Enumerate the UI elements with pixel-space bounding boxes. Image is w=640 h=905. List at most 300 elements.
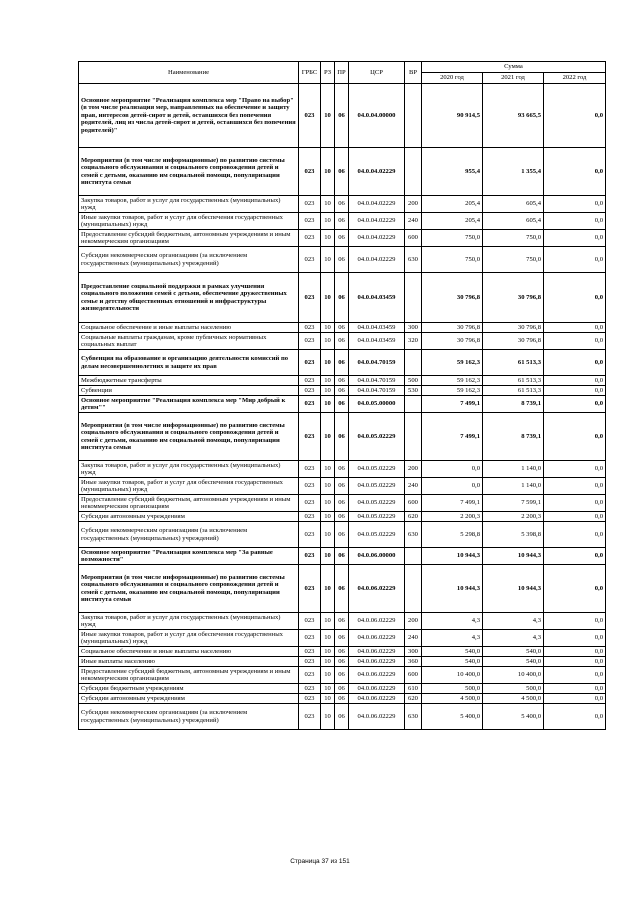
cell-name: Предоставление социальной поддержки в рамках улучшения социального положения семей с детьми, обеспечение дружественных семье и детству общественных отношений и инфраструктуры жизнедеятельности	[79, 273, 299, 323]
cell-name: Закупка товаров, работ и услуг для государственных (муниципальных) нужд	[79, 613, 299, 630]
cell-pr: 06	[335, 495, 349, 512]
cell-2021: 1 140,0	[483, 478, 544, 495]
cell-pr: 06	[335, 548, 349, 565]
table-header	[79, 62, 606, 84]
cell-pr: 06	[335, 323, 349, 333]
cell-2022: 0,0	[544, 213, 606, 230]
cell-rz: 10	[321, 386, 335, 396]
cell-2022: 0,0	[544, 396, 606, 413]
cell-csr: 04.0.06.02229	[349, 704, 405, 730]
cell-vr: 200	[405, 461, 422, 478]
cell-vr	[405, 148, 422, 196]
cell-csr: 04.0.04.70159	[349, 350, 405, 376]
cell-name: Закупка товаров, работ и услуг для государственных (муниципальных) нужд	[79, 461, 299, 478]
cell-2022: 0,0	[544, 323, 606, 333]
cell-2020: 7 499,1	[422, 495, 483, 512]
cell-csr: 04.0.06.02229	[349, 694, 405, 704]
cell-vr	[405, 565, 422, 613]
cell-pr: 06	[335, 213, 349, 230]
cell-2020: 205,4	[422, 213, 483, 230]
cell-2021: 10 944,3	[483, 565, 544, 613]
cell-grbs: 023	[299, 613, 321, 630]
cell-name: Иные закупки товаров, работ и услуг для обеспечения государственных (муниципальных) нужд	[79, 213, 299, 230]
cell-2020: 750,0	[422, 247, 483, 273]
cell-csr: 04.0.06.02229	[349, 657, 405, 667]
cell-name: Основное мероприятие "Реализация комплекса мер "Право на выбор" (в том числе реализация мер, направленных на обеспечение и защиту прав, интересов детей-сирот и детей, оставшихся без попечения родителей, лиц из числа детей-сирот и детей, оставшихся без попечения родителей)"	[79, 84, 299, 148]
cell-grbs: 023	[299, 522, 321, 548]
cell-2022: 0,0	[544, 196, 606, 213]
cell-2022: 0,0	[544, 333, 606, 350]
cell-vr	[405, 350, 422, 376]
cell-2022: 0,0	[544, 667, 606, 684]
cell-2022: 0,0	[544, 495, 606, 512]
table-row	[79, 657, 606, 667]
table-row	[79, 333, 606, 350]
cell-2021: 8 739,1	[483, 396, 544, 413]
cell-pr: 06	[335, 478, 349, 495]
cell-2020: 0,0	[422, 461, 483, 478]
cell-name: Субсидии некоммерческим организациям (за исключением государственных (муниципальных) учреждений)	[79, 247, 299, 273]
table-row	[79, 684, 606, 694]
cell-csr: 04.0.04.70159	[349, 376, 405, 386]
cell-rz: 10	[321, 694, 335, 704]
cell-vr: 200	[405, 196, 422, 213]
cell-name: Социальные выплаты гражданам, кроме публичных нормативных социальных выплат	[79, 333, 299, 350]
cell-grbs: 023	[299, 230, 321, 247]
table-row	[79, 386, 606, 396]
cell-rz: 10	[321, 512, 335, 522]
cell-csr: 04.0.04.03459	[349, 273, 405, 323]
table-row	[79, 230, 606, 247]
cell-vr: 600	[405, 495, 422, 512]
cell-csr: 04.0.06.02229	[349, 647, 405, 657]
cell-csr: 04.0.04.02229	[349, 247, 405, 273]
cell-csr: 04.0.06.00000	[349, 548, 405, 565]
cell-csr: 04.0.04.02229	[349, 148, 405, 196]
cell-csr: 04.0.05.02229	[349, 512, 405, 522]
cell-2020: 30 796,8	[422, 333, 483, 350]
cell-vr: 610	[405, 684, 422, 694]
cell-2022: 0,0	[544, 350, 606, 376]
cell-rz: 10	[321, 657, 335, 667]
cell-2021: 61 513,3	[483, 350, 544, 376]
cell-vr: 240	[405, 213, 422, 230]
cell-2022: 0,0	[544, 376, 606, 386]
cell-grbs: 023	[299, 84, 321, 148]
cell-2020: 540,0	[422, 647, 483, 657]
cell-2022: 0,0	[544, 478, 606, 495]
cell-2020: 0,0	[422, 478, 483, 495]
cell-2020: 59 162,3	[422, 350, 483, 376]
table-row	[79, 694, 606, 704]
cell-pr: 06	[335, 461, 349, 478]
cell-2022: 0,0	[544, 148, 606, 196]
table-row	[79, 522, 606, 548]
header-name: Наименование	[79, 62, 299, 84]
cell-2020: 5 298,8	[422, 522, 483, 548]
cell-rz: 10	[321, 522, 335, 548]
cell-vr: 620	[405, 512, 422, 522]
cell-name: Субвенции	[79, 386, 299, 396]
cell-rz: 10	[321, 461, 335, 478]
cell-name: Предоставление субсидий бюджетным, автономным учреждениям и иным некоммерческим организациям	[79, 230, 299, 247]
cell-pr: 06	[335, 376, 349, 386]
cell-grbs: 023	[299, 667, 321, 684]
cell-csr: 04.0.06.02229	[349, 630, 405, 647]
cell-csr: 04.0.04.03459	[349, 323, 405, 333]
cell-2020: 4,3	[422, 613, 483, 630]
table-row	[79, 376, 606, 386]
cell-csr: 04.0.05.02229	[349, 495, 405, 512]
cell-rz: 10	[321, 630, 335, 647]
cell-2020: 750,0	[422, 230, 483, 247]
table-row	[79, 148, 606, 196]
cell-2022: 0,0	[544, 230, 606, 247]
cell-grbs: 023	[299, 647, 321, 657]
cell-2022: 0,0	[544, 522, 606, 548]
cell-vr: 300	[405, 647, 422, 657]
cell-pr: 06	[335, 148, 349, 196]
cell-2020: 10 944,3	[422, 548, 483, 565]
cell-name: Основное мероприятие "Реализация комплекса мер "Мир добрый к детям""	[79, 396, 299, 413]
cell-rz: 10	[321, 376, 335, 386]
budget-table	[78, 61, 606, 730]
cell-pr: 06	[335, 657, 349, 667]
cell-grbs: 023	[299, 273, 321, 323]
table-row	[79, 213, 606, 230]
table-row	[79, 273, 606, 323]
cell-2021: 7 599,1	[483, 495, 544, 512]
cell-2021: 605,4	[483, 196, 544, 213]
cell-grbs: 023	[299, 213, 321, 230]
table-row	[79, 512, 606, 522]
cell-vr: 320	[405, 333, 422, 350]
cell-2020: 90 914,5	[422, 84, 483, 148]
cell-2021: 93 665,5	[483, 84, 544, 148]
cell-2020: 59 162,3	[422, 386, 483, 396]
cell-rz: 10	[321, 684, 335, 694]
cell-csr: 04.0.05.02229	[349, 461, 405, 478]
cell-name: Субсидии некоммерческим организациям (за исключением государственных (муниципальных) учреждений)	[79, 522, 299, 548]
cell-vr	[405, 273, 422, 323]
cell-name: Субсидии бюджетным учреждениям	[79, 684, 299, 694]
cell-vr: 240	[405, 630, 422, 647]
cell-2021: 10 944,3	[483, 548, 544, 565]
cell-vr: 630	[405, 247, 422, 273]
cell-pr: 06	[335, 630, 349, 647]
cell-rz: 10	[321, 350, 335, 376]
cell-2021: 750,0	[483, 230, 544, 247]
cell-2021: 8 739,1	[483, 413, 544, 461]
cell-csr: 04.0.05.02229	[349, 413, 405, 461]
table-row	[79, 565, 606, 613]
cell-grbs: 023	[299, 386, 321, 396]
cell-vr: 360	[405, 657, 422, 667]
cell-csr: 04.0.04.02229	[349, 196, 405, 213]
cell-2022: 0,0	[544, 657, 606, 667]
cell-rz: 10	[321, 565, 335, 613]
cell-pr: 06	[335, 230, 349, 247]
header-rz: РЗ	[321, 62, 335, 84]
cell-2021: 5 398,8	[483, 522, 544, 548]
cell-csr: 04.0.04.70159	[349, 386, 405, 396]
cell-rz: 10	[321, 148, 335, 196]
cell-2020: 4 500,0	[422, 694, 483, 704]
cell-name: Основное мероприятие "Реализация комплекса мер "За равные возможности"	[79, 548, 299, 565]
table-row	[79, 613, 606, 630]
cell-name: Предоставление субсидий бюджетным, автономным учреждениям и иным некоммерческим организациям	[79, 667, 299, 684]
header-2021: 2021 год	[483, 73, 544, 84]
cell-2020: 540,0	[422, 657, 483, 667]
cell-2022: 0,0	[544, 613, 606, 630]
table-row	[79, 196, 606, 213]
cell-2022: 0,0	[544, 512, 606, 522]
cell-rz: 10	[321, 478, 335, 495]
cell-pr: 06	[335, 350, 349, 376]
cell-2020: 10 400,0	[422, 667, 483, 684]
header-2022: 2022 год	[544, 73, 606, 84]
cell-name: Мероприятия (в том числе информационные) по развитию системы социального обслуживания и социального сопровождения детей и семей с детьми, оказанию им социальной помощи, популяризации института семьи	[79, 413, 299, 461]
cell-pr: 06	[335, 396, 349, 413]
cell-name: Субсидии некоммерческим организациям (за исключением государственных (муниципальных) учреждений)	[79, 704, 299, 730]
cell-grbs: 023	[299, 323, 321, 333]
cell-name: Иные закупки товаров, работ и услуг для обеспечения государственных (муниципальных) нужд	[79, 478, 299, 495]
cell-vr: 630	[405, 522, 422, 548]
table-row	[79, 548, 606, 565]
cell-pr: 06	[335, 84, 349, 148]
cell-name: Иные закупки товаров, работ и услуг для обеспечения государственных (муниципальных) нужд	[79, 630, 299, 647]
cell-pr: 06	[335, 512, 349, 522]
cell-grbs: 023	[299, 704, 321, 730]
cell-csr: 04.0.06.02229	[349, 613, 405, 630]
cell-rz: 10	[321, 247, 335, 273]
cell-2022: 0,0	[544, 247, 606, 273]
table-row	[79, 647, 606, 657]
cell-vr: 600	[405, 667, 422, 684]
cell-pr: 06	[335, 247, 349, 273]
header-sum: Сумма	[422, 62, 606, 73]
table-row	[79, 323, 606, 333]
cell-2021: 750,0	[483, 247, 544, 273]
cell-2021: 1 355,4	[483, 148, 544, 196]
cell-2022: 0,0	[544, 647, 606, 657]
header-vr: ВР	[405, 62, 422, 84]
cell-2020: 2 200,3	[422, 512, 483, 522]
cell-rz: 10	[321, 704, 335, 730]
cell-name: Субвенция на образование и организацию деятельности комиссий по делам несовершеннолетних и защите их прав	[79, 350, 299, 376]
cell-vr: 620	[405, 694, 422, 704]
cell-vr: 240	[405, 478, 422, 495]
page-number: Страница 37 из 151	[290, 858, 350, 865]
cell-csr: 04.0.06.02229	[349, 667, 405, 684]
cell-grbs: 023	[299, 196, 321, 213]
cell-rz: 10	[321, 667, 335, 684]
cell-2021: 1 140,0	[483, 461, 544, 478]
cell-name: Межбюджетные трансферты	[79, 376, 299, 386]
cell-rz: 10	[321, 84, 335, 148]
table-row	[79, 84, 606, 148]
cell-2022: 0,0	[544, 548, 606, 565]
table-row	[79, 667, 606, 684]
cell-grbs: 023	[299, 657, 321, 667]
cell-grbs: 023	[299, 376, 321, 386]
cell-pr: 06	[335, 613, 349, 630]
cell-name: Предоставление субсидий бюджетным, автономным учреждениям и иным некоммерческим организациям	[79, 495, 299, 512]
cell-rz: 10	[321, 333, 335, 350]
cell-vr: 600	[405, 230, 422, 247]
cell-name: Мероприятия (в том числе информационные) по развитию системы социального обслуживания и социального сопровождения детей и семей с детьми, оказанию им социальной помощи, популяризации института семьи	[79, 148, 299, 196]
cell-vr: 200	[405, 613, 422, 630]
cell-csr: 04.0.05.00000	[349, 396, 405, 413]
cell-rz: 10	[321, 495, 335, 512]
cell-2021: 5 400,0	[483, 704, 544, 730]
cell-2021: 2 200,3	[483, 512, 544, 522]
cell-grbs: 023	[299, 684, 321, 694]
cell-2021: 30 796,8	[483, 333, 544, 350]
cell-2020: 5 400,0	[422, 704, 483, 730]
cell-name: Социальное обеспечение и иные выплаты населению	[79, 323, 299, 333]
cell-csr: 04.0.05.02229	[349, 522, 405, 548]
cell-rz: 10	[321, 196, 335, 213]
cell-rz: 10	[321, 273, 335, 323]
cell-csr: 04.0.04.02229	[349, 230, 405, 247]
cell-rz: 10	[321, 548, 335, 565]
cell-grbs: 023	[299, 350, 321, 376]
cell-2020: 59 162,3	[422, 376, 483, 386]
cell-vr	[405, 84, 422, 148]
cell-vr	[405, 548, 422, 565]
cell-name: Мероприятия (в том числе информационные) по развитию системы социального обслуживания и социального сопровождения детей и семей с детьми, оказанию им социальной помощи, популяризации института семьи	[79, 565, 299, 613]
cell-csr: 04.0.04.03459	[349, 333, 405, 350]
cell-pr: 06	[335, 667, 349, 684]
cell-grbs: 023	[299, 396, 321, 413]
cell-2021: 30 796,8	[483, 323, 544, 333]
cell-2021: 61 513,3	[483, 386, 544, 396]
cell-grbs: 023	[299, 478, 321, 495]
cell-pr: 06	[335, 647, 349, 657]
cell-2022: 0,0	[544, 84, 606, 148]
cell-pr: 06	[335, 704, 349, 730]
cell-name: Закупка товаров, работ и услуг для государственных (муниципальных) нужд	[79, 196, 299, 213]
cell-pr: 06	[335, 694, 349, 704]
table-row	[79, 396, 606, 413]
table-body	[79, 84, 606, 730]
cell-2021: 4,3	[483, 630, 544, 647]
cell-2022: 0,0	[544, 386, 606, 396]
cell-csr: 04.0.04.02229	[349, 213, 405, 230]
cell-grbs: 023	[299, 461, 321, 478]
cell-vr: 500	[405, 376, 422, 386]
cell-2020: 7 499,1	[422, 413, 483, 461]
cell-grbs: 023	[299, 495, 321, 512]
cell-2021: 540,0	[483, 647, 544, 657]
cell-csr: 04.0.06.02229	[349, 565, 405, 613]
cell-grbs: 023	[299, 630, 321, 647]
cell-csr: 04.0.04.00000	[349, 84, 405, 148]
cell-2022: 0,0	[544, 704, 606, 730]
cell-rz: 10	[321, 647, 335, 657]
cell-2021: 61 513,3	[483, 376, 544, 386]
header-grbs: ГРБС	[299, 62, 321, 84]
header-2020: 2020 год	[422, 73, 483, 84]
cell-pr: 06	[335, 522, 349, 548]
cell-pr: 06	[335, 684, 349, 694]
cell-2022: 0,0	[544, 565, 606, 613]
cell-grbs: 023	[299, 413, 321, 461]
cell-name: Субсидии автономным учреждениям	[79, 512, 299, 522]
cell-rz: 10	[321, 323, 335, 333]
table-row	[79, 630, 606, 647]
cell-pr: 06	[335, 565, 349, 613]
cell-2021: 500,0	[483, 684, 544, 694]
cell-grbs: 023	[299, 148, 321, 196]
cell-pr: 06	[335, 273, 349, 323]
cell-2022: 0,0	[544, 630, 606, 647]
cell-rz: 10	[321, 613, 335, 630]
cell-2021: 4 500,0	[483, 694, 544, 704]
table-row	[79, 461, 606, 478]
cell-2021: 540,0	[483, 657, 544, 667]
cell-vr	[405, 413, 422, 461]
cell-vr: 530	[405, 386, 422, 396]
cell-grbs: 023	[299, 512, 321, 522]
cell-name: Социальное обеспечение и иные выплаты населению	[79, 647, 299, 657]
table-row	[79, 350, 606, 376]
header-pr: ПР	[335, 62, 349, 84]
table-row	[79, 247, 606, 273]
cell-2020: 955,4	[422, 148, 483, 196]
cell-grbs: 023	[299, 565, 321, 613]
cell-grbs: 023	[299, 333, 321, 350]
cell-2021: 10 400,0	[483, 667, 544, 684]
cell-2022: 0,0	[544, 273, 606, 323]
cell-vr: 630	[405, 704, 422, 730]
table-row	[79, 478, 606, 495]
cell-name: Иные выплаты населению	[79, 657, 299, 667]
cell-2021: 4,3	[483, 613, 544, 630]
cell-2022: 0,0	[544, 694, 606, 704]
cell-grbs: 023	[299, 548, 321, 565]
cell-name: Субсидии автономным учреждениям	[79, 694, 299, 704]
cell-2020: 500,0	[422, 684, 483, 694]
cell-rz: 10	[321, 230, 335, 247]
cell-rz: 10	[321, 213, 335, 230]
table-row	[79, 704, 606, 730]
cell-2022: 0,0	[544, 413, 606, 461]
cell-grbs: 023	[299, 694, 321, 704]
cell-grbs: 023	[299, 247, 321, 273]
cell-2020: 205,4	[422, 196, 483, 213]
table-row	[79, 413, 606, 461]
cell-pr: 06	[335, 386, 349, 396]
cell-2022: 0,0	[544, 461, 606, 478]
cell-2020: 30 796,8	[422, 323, 483, 333]
cell-2022: 0,0	[544, 684, 606, 694]
cell-2020: 30 796,8	[422, 273, 483, 323]
header-csr: ЦСР	[349, 62, 405, 84]
cell-pr: 06	[335, 333, 349, 350]
cell-vr: 300	[405, 323, 422, 333]
cell-2021: 605,4	[483, 213, 544, 230]
cell-2021: 30 796,8	[483, 273, 544, 323]
cell-rz: 10	[321, 396, 335, 413]
cell-rz: 10	[321, 413, 335, 461]
cell-2020: 10 944,3	[422, 565, 483, 613]
cell-2020: 7 499,1	[422, 396, 483, 413]
cell-csr: 04.0.05.02229	[349, 478, 405, 495]
cell-pr: 06	[335, 413, 349, 461]
table-row	[79, 495, 606, 512]
